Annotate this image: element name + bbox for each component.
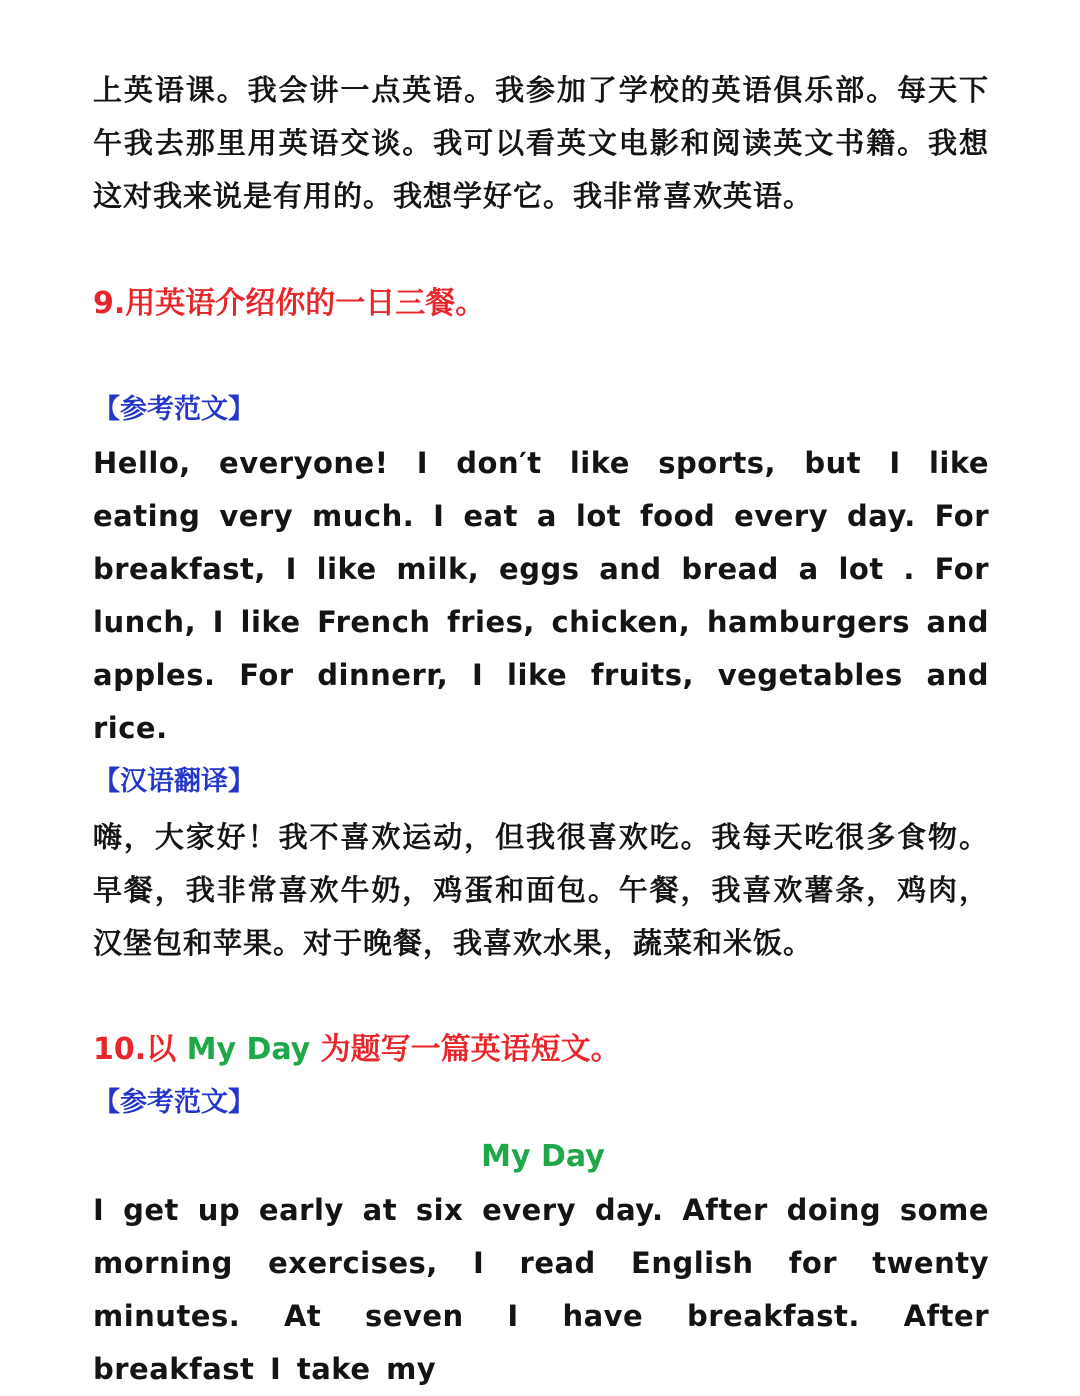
section10-heading <box>93 1028 989 1072</box>
essay-text: I get up early at six every day. After doing some morning exercises, I read English for twenty minutes. At seven I have breakfast. After breakfast I take my <box>93 1193 989 1386</box>
essay-title: My Day <box>481 1139 605 1174</box>
section10-sample-label: 【参考范文】 <box>93 1087 255 1118</box>
section9-heading: 9.用英语介绍你的一日三餐。 <box>93 286 486 321</box>
section9-translation-text: 嗨，大家好！我不喜欢运动，但我很喜欢吃。我每天吃很多食物。早餐，我非常喜欢牛奶，鸡蛋和面包。午餐，我喜欢薯条，鸡肉，汉堡包和苹果。对于晚餐，我喜欢水果，蔬菜和米饭。 <box>93 820 989 960</box>
section9-translation-label: 【汉语翻译】 <box>93 766 255 797</box>
intro-paragraph: 上英语课。我会讲一点英语。我参加了学校的英语俱乐部。每天下午我去那里用英语交谈。我可以看英文电影和阅读英文书籍。我想这对我来说是有用的。我想学好它。我非常喜欢英语。 <box>93 73 989 213</box>
section10-heading-prefix: 10.以 <box>93 1032 187 1067</box>
section9-sample-label: 【参考范文】 <box>93 394 255 425</box>
section10-heading-suffix: 为题写一篇英语短文。 <box>310 1032 621 1067</box>
section10-heading-highlight: My Day <box>186 1032 311 1067</box>
section9-sample-text: Hello, everyone! I don′t like sports, but I like eating very much. I eat a lot food every day. For breakfast, I like milk, eggs and bread a lot . For lunch, I like French fries, chicken, hamburgers and apples. For dinnerr, I like fruits, vegetables and rice. <box>93 446 989 745</box>
